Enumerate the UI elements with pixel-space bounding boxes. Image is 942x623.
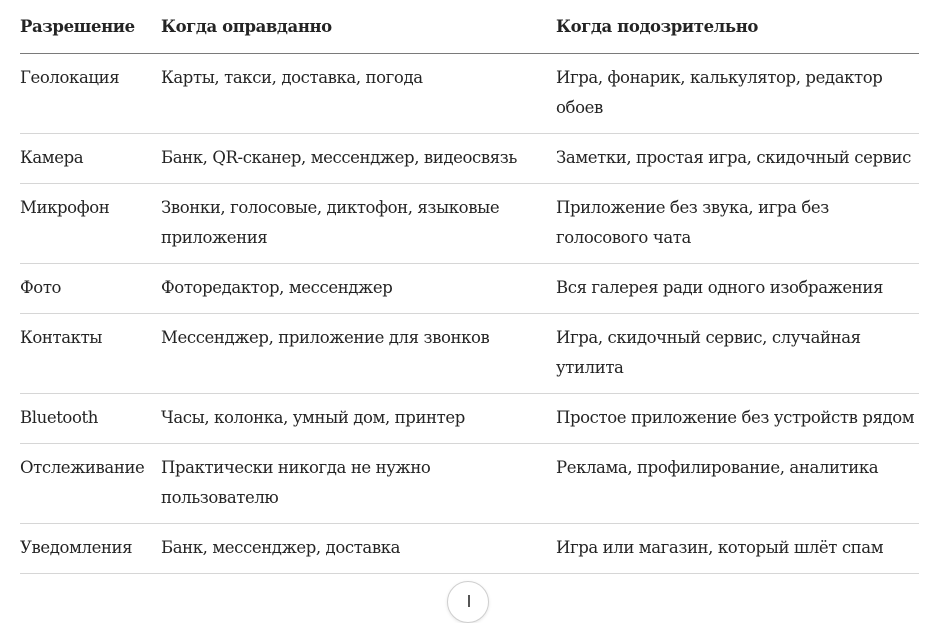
- justified-cell: Карты, такси, доставка, погода: [161, 54, 556, 134]
- justified-cell: Банк, мессенджер, доставка: [161, 524, 556, 574]
- suspicious-cell: Игра, скидочный сервис, случайная утилита: [556, 314, 919, 394]
- table-row: [20, 444, 919, 524]
- column-header-suspicious: Когда подозрительно: [556, 8, 919, 54]
- justified-cell: Фоторедактор, мессенджер: [161, 264, 556, 314]
- permission-cell: Геолокация: [20, 54, 161, 134]
- justified-cell: Часы, колонка, умный дом, принтер: [161, 394, 556, 444]
- column-header-permission: Разрешение: [20, 8, 161, 54]
- plus-icon: [468, 595, 470, 607]
- permission-cell: Контакты: [20, 314, 161, 394]
- add-button[interactable]: [447, 581, 489, 623]
- justified-cell: Звонки, голосовые, диктофон, языковые приложения: [161, 184, 556, 264]
- justified-cell: Мессенджер, приложение для звонков: [161, 314, 556, 394]
- justified-cell: Практически никогда не нужно пользователю: [161, 444, 556, 524]
- permission-cell: Фото: [20, 264, 161, 314]
- suspicious-cell: Заметки, простая игра, скидочный сервис: [556, 134, 919, 184]
- suspicious-cell: Приложение без звука, игра без голосового чата: [556, 184, 919, 264]
- permissions-table-wrapper: [20, 8, 919, 574]
- suspicious-cell: Вся галерея ради одного изображения: [556, 264, 919, 314]
- table-row: [20, 54, 919, 134]
- permission-cell: Камера: [20, 134, 161, 184]
- table-row: [20, 314, 919, 394]
- suspicious-cell: Простое приложение без устройств рядом: [556, 394, 919, 444]
- permission-cell: Bluetooth: [20, 394, 161, 444]
- table-header-row: [20, 8, 919, 54]
- table-row: [20, 134, 919, 184]
- permission-cell: Отслеживание: [20, 444, 161, 524]
- table-row: [20, 264, 919, 314]
- table-row: [20, 184, 919, 264]
- permission-cell: Уведомления: [20, 524, 161, 574]
- table-row: [20, 394, 919, 444]
- permissions-table: [20, 8, 919, 574]
- suspicious-cell: Игра или магазин, который шлёт спам: [556, 524, 919, 574]
- table-row: [20, 524, 919, 574]
- column-header-justified: Когда оправданно: [161, 8, 556, 54]
- suspicious-cell: Игра, фонарик, калькулятор, редактор обоев: [556, 54, 919, 134]
- suspicious-cell: Реклама, профилирование, аналитика: [556, 444, 919, 524]
- justified-cell: Банк, QR-сканер, мессенджер, видеосвязь: [161, 134, 556, 184]
- permission-cell: Микрофон: [20, 184, 161, 264]
